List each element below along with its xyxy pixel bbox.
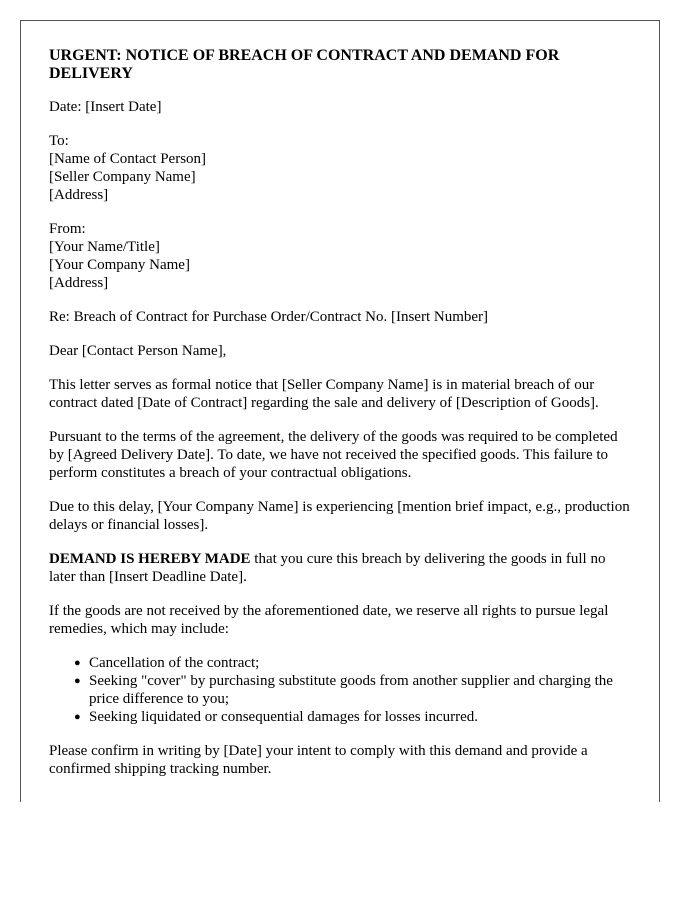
recipient-company: [Seller Company Name] — [49, 169, 196, 185]
sender-label: From: — [49, 221, 86, 237]
remedy-text: Seeking liquidated or consequential damages for losses incurred. — [89, 709, 479, 725]
sender-address: [Address] — [49, 275, 109, 291]
remedy-text: Seeking "cover" by purchasing substitute goods from another supplier and charging the price difference to you; — [89, 673, 613, 707]
demand-emphasis: DEMAND IS HEREBY MADE — [49, 551, 251, 567]
sender-name-title: [Your Name/Title] — [49, 239, 160, 255]
letter-date: Date: [Insert Date] — [49, 99, 162, 115]
letter-page — [20, 20, 660, 802]
recipient-address: [Address] — [49, 187, 109, 203]
letter-content — [21, 21, 659, 778]
recipient-block — [49, 132, 631, 204]
impact-paragraph: Due to this delay, [Your Company Name] is experiencing [mention brief impact, e.g., production delays or financial losses]. — [49, 499, 630, 533]
delivery-terms-paragraph: Pursuant to the terms of the agreement, the delivery of the goods was required to be completed by [Agreed Delivery Date]. To date, we have not received the specified goods. This failure to perform constitutes a breach of your contractual obligations. — [49, 429, 618, 481]
sender-company: [Your Company Name] — [49, 257, 190, 273]
remedies-list — [49, 654, 631, 726]
remedy-text: Cancellation of the contract; — [89, 655, 260, 671]
remedies-intro-paragraph: If the goods are not received by the aforementioned date, we reserve all rights to pursue legal remedies, which may include: — [49, 603, 609, 637]
bullet-icon: ● — [74, 657, 81, 669]
subject-line: Re: Breach of Contract for Purchase Order/Contract No. [Insert Number] — [49, 309, 489, 325]
demand-text: that you cure this breach by delivering the goods in full no later than [Insert Deadline Date]. — [49, 551, 606, 585]
list-item — [74, 672, 631, 708]
sender-block — [49, 220, 631, 292]
bullet-icon: ● — [74, 675, 81, 687]
letter-title: URGENT: NOTICE OF BREACH OF CONTRACT AND DEMAND FOR DELIVERY — [49, 47, 560, 82]
recipient-label: To: — [49, 133, 69, 149]
demand-paragraph — [49, 550, 631, 586]
salutation: Dear [Contact Person Name], — [49, 343, 227, 359]
bullet-icon: ● — [74, 711, 81, 723]
confirmation-paragraph: Please confirm in writing by [Date] your intent to comply with this demand and provide a confirmed shipping tracking number. — [49, 743, 588, 777]
recipient-contact-person: [Name of Contact Person] — [49, 151, 207, 167]
list-item — [74, 708, 631, 726]
list-item — [74, 654, 631, 672]
notice-paragraph: This letter serves as formal notice that [Seller Company Name] is in material breach of our contract dated [Date of Contract] regarding the sale and delivery of [Description of Goods]. — [49, 377, 599, 411]
